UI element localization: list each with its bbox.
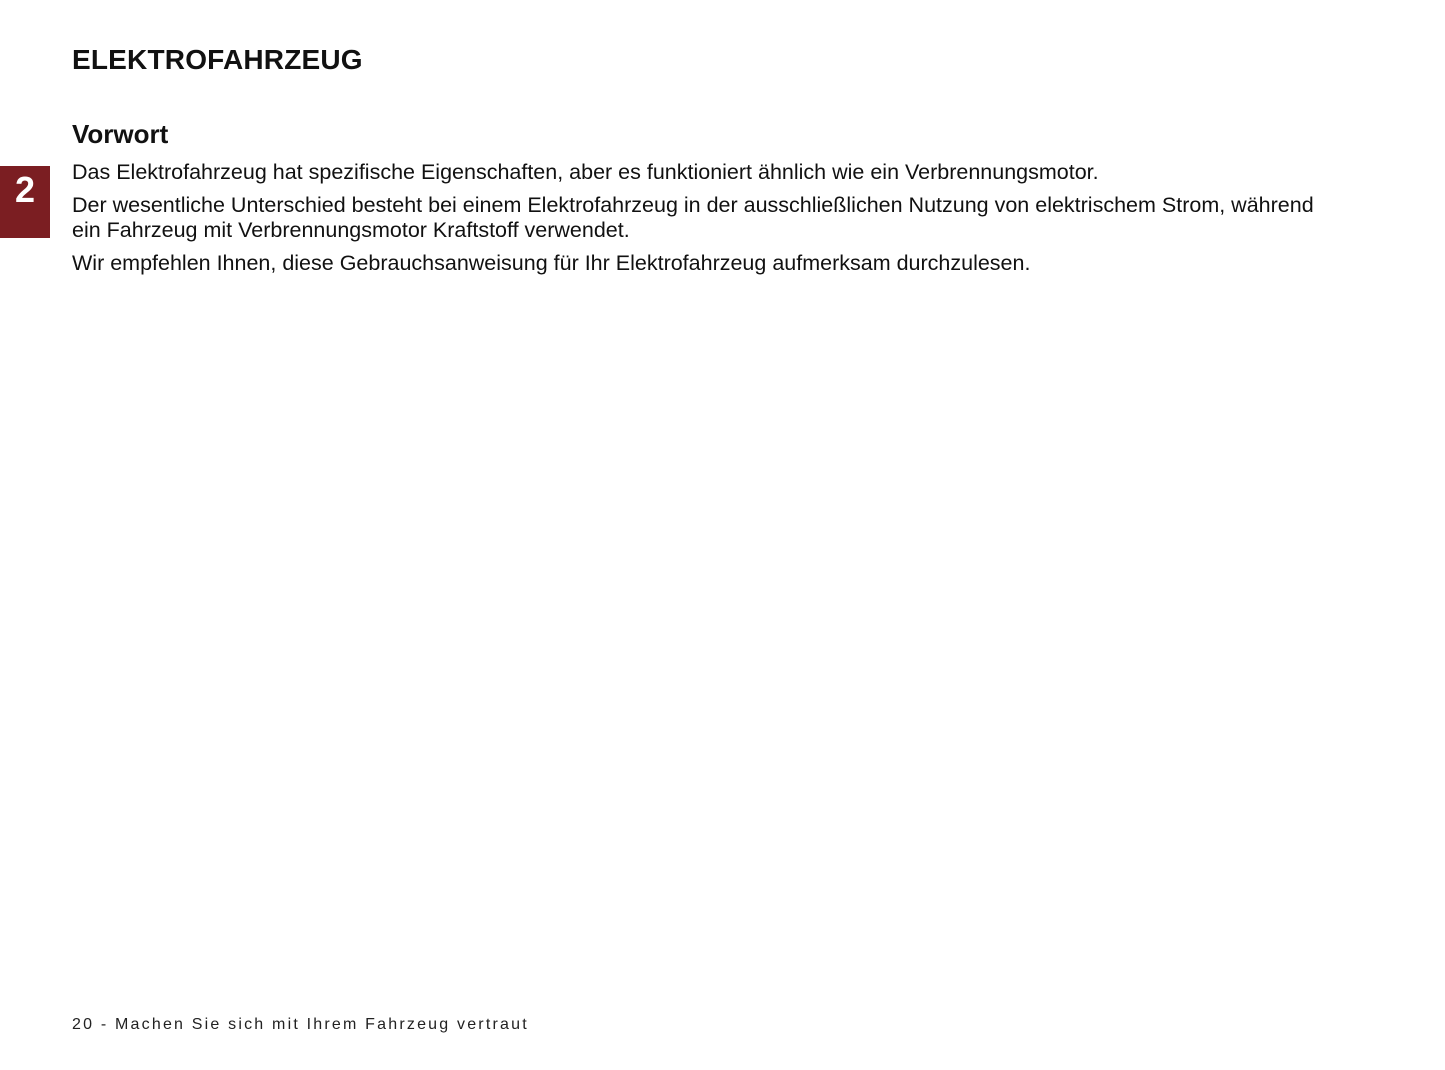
chapter-number: 2	[14, 169, 36, 210]
paragraph: Der wesentliche Unterschied besteht bei einem Elektrofahrzeug in der ausschließlichen Nutzung von elektrischem Strom, während ein Fahrzeug mit Verbrennungsmotor Kraftstoff verwendet.	[72, 193, 1314, 242]
paragraph: Das Elektrofahrzeug hat spezifische Eigenschaften, aber es funktioniert ähnlich wie ein Verbrennungsmotor.	[72, 160, 1099, 184]
section-title: Vorwort	[72, 119, 169, 149]
paragraph: Wir empfehlen Ihnen, diese Gebrauchsanweisung für Ihr Elektrofahrzeug aufmerksam durchzulesen.	[72, 251, 1031, 275]
chapter-tab	[0, 166, 50, 238]
page-title: ELEKTROFAHRZEUG	[72, 44, 363, 75]
main-content	[72, 116, 1332, 284]
page-footer: 20 - Machen Sie sich mit Ihrem Fahrzeug vertraut	[72, 1016, 529, 1033]
